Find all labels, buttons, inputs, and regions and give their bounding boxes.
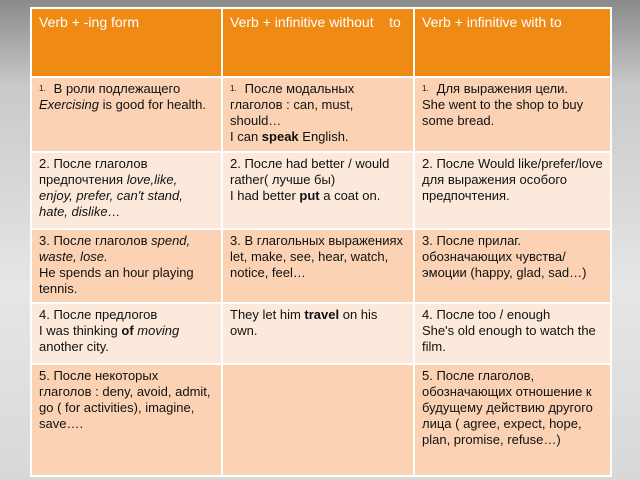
- rule-text: 4. После too / enough: [422, 307, 551, 322]
- header-infinitive-without-to: [222, 8, 414, 77]
- cell-ing-4: [31, 303, 222, 364]
- example-bold: put: [299, 188, 320, 203]
- cell-with-to-2: [414, 152, 611, 229]
- example-text: on his own.: [230, 307, 378, 338]
- cell-with-to-5: [414, 364, 611, 476]
- table-row: [31, 77, 611, 152]
- example-text: English.: [298, 129, 349, 144]
- rule-text: В роли подлежащего: [53, 81, 181, 96]
- example-italic: love,like, enjoy, prefer, can't stand, hate, dislike…: [39, 172, 183, 219]
- cell-without-to-5: [222, 364, 414, 476]
- cell-without-to-4: [222, 303, 414, 364]
- cell-without-to-2: [222, 152, 414, 229]
- cell-with-to-4: [414, 303, 611, 364]
- cell-without-to-3: [222, 229, 414, 303]
- grammar-table: [30, 7, 612, 477]
- example-text: She's old enough to watch the film.: [422, 323, 596, 354]
- cell-ing-3: [31, 229, 222, 303]
- example-italic: moving: [137, 323, 180, 338]
- list-number: 1.: [422, 84, 429, 93]
- rule-text: 2. После had better / would rather( лучше бы): [230, 156, 390, 187]
- cell-with-to-3: [414, 229, 611, 303]
- example-text: He spends an hour playing tennis.: [39, 265, 194, 296]
- example-text: is good for health.: [98, 97, 206, 112]
- rule-text: 3. В глагольных выражениях let, make, see, hear, watch, notice, feel…: [230, 233, 404, 280]
- header-without-to-text: Verb + infinitive without to: [230, 14, 401, 30]
- rule-text: 3. После глаголов: [39, 233, 152, 248]
- example-italic: spend, waste, lose.: [39, 233, 191, 264]
- list-number: 1.: [230, 84, 237, 93]
- rule-text: 3. После прилаг. обозначающих чувства/эмоции (happy, glad, sad…): [422, 233, 587, 280]
- example-bold: travel: [304, 307, 340, 322]
- example-text: a coat on.: [319, 188, 381, 203]
- header-infinitive-with-to: Verb + infinitive with to: [414, 8, 611, 77]
- example-text: another city.: [39, 339, 109, 354]
- header-row: [31, 8, 611, 77]
- example-text: She went to the shop to buy some bread.: [422, 97, 584, 128]
- example-italic: Exercising: [39, 97, 99, 112]
- cell-ing-1: [31, 77, 222, 152]
- example-text: I can: [230, 129, 262, 144]
- example-text: I had better: [230, 188, 300, 203]
- rule-text: 4. После предлогов: [39, 307, 158, 322]
- rule-text: 2. После глаголов предпочтения: [39, 156, 148, 187]
- list-number: 1.: [39, 84, 46, 93]
- rule-text: 5. После глаголов, обозначающих отношение к будущему действию другого лица ( agree, expect, hope, plan, promise, refuse…): [422, 368, 593, 447]
- example-bold: of: [121, 323, 134, 338]
- example-bold: speak: [261, 129, 299, 144]
- rule-text: Для выражения цели.: [436, 81, 568, 96]
- example-text: They let him: [230, 307, 305, 322]
- cell-without-to-1: [222, 77, 414, 152]
- cell-with-to-1: [414, 77, 611, 152]
- rule-text: После модальных глаголов : can, must, should…: [230, 81, 355, 128]
- table-row: [31, 152, 611, 229]
- cell-ing-2: [31, 152, 222, 229]
- table-row: [31, 229, 611, 303]
- cell-ing-5: [31, 364, 222, 476]
- example-text: I was thinking: [39, 323, 122, 338]
- rule-text: 5. После некоторых глаголов : deny, avoid, admit, go ( for activities), imagine, save….: [39, 368, 211, 431]
- table-row: [31, 364, 611, 476]
- table-row: [31, 303, 611, 364]
- header-ing-form: Verb + -ing form: [31, 8, 222, 77]
- rule-text: 2. После Would like/prefer/love для выражения особого предпочтения.: [422, 156, 603, 203]
